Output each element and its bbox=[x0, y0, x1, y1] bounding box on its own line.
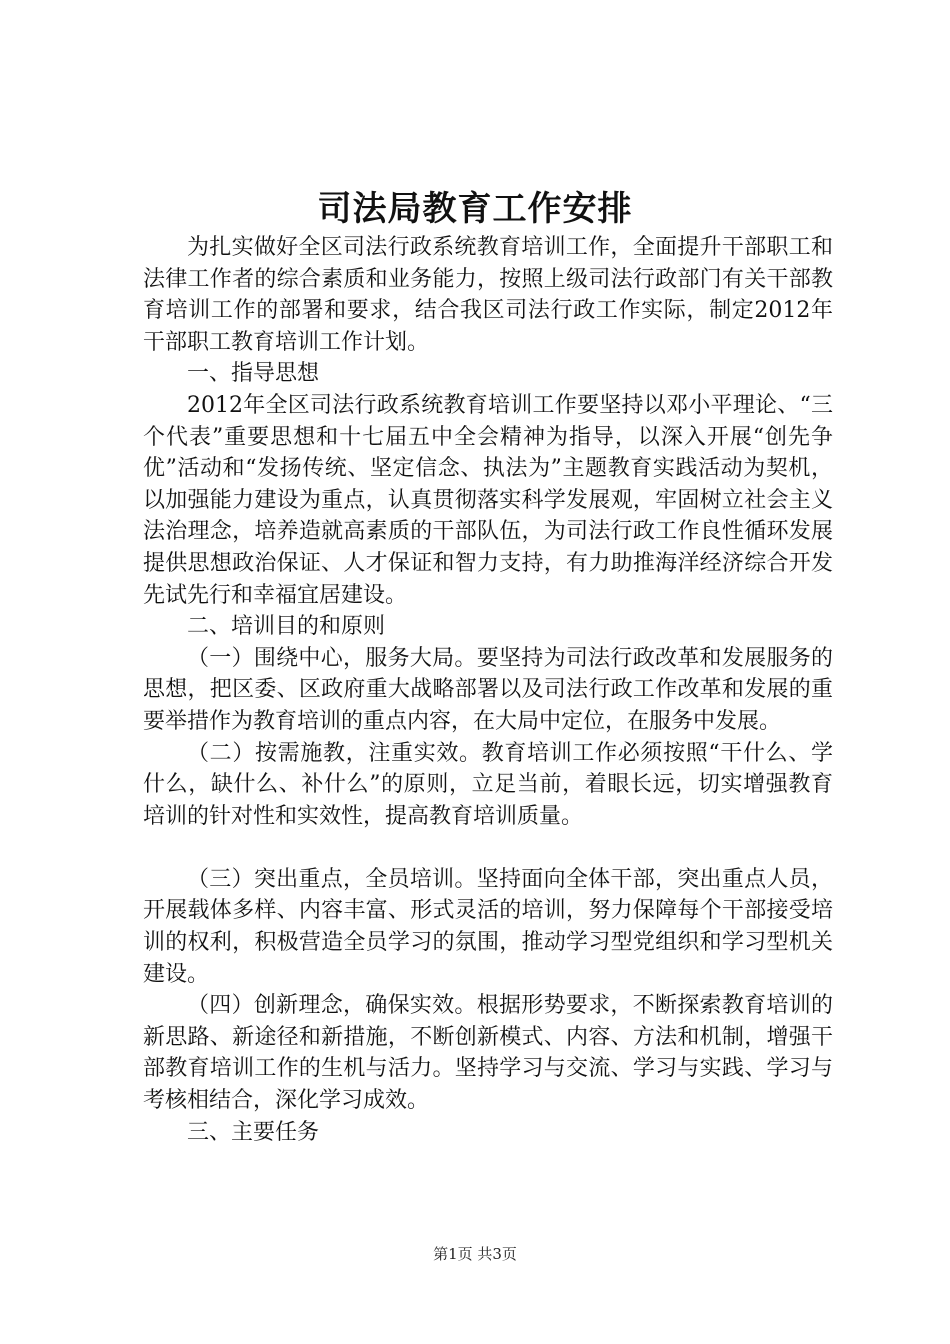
guiding-thought-paragraph: 2012年全区司法行政系统教育培训工作要坚持以邓小平理论、“三个代表”重要思想和十七届五中全会精神为指导，以深入开展“创先争优”活动和“发扬传统、坚定信念、执法为”主题教育实践活动为契机，以加强能力建设为重点，认真贯彻落实科学发展观，牢固树立社会主义法治理念，培养造就高素质的干部队伍，为司法行政工作良性循环发展提供思想政治保证、人才保证和智力支持，有力助推海洋经济综合开发先试先行和幸福宜居建设。 bbox=[143, 392, 833, 608]
section-heading-purpose-principles: 二、培训目的和原则 bbox=[187, 614, 386, 640]
document-title: 司法局教育工作安排 bbox=[317, 189, 633, 229]
intro-paragraph: 为扎实做好全区司法行政系统教育培训工作，全面提升干部职工和法律工作者的综合素质和业务能力，按照上级司法行政部门有关干部教育培训工作的部署和要求，结合我区司法行政工作实际，制定2012年干部职工教育培训工作计划。 bbox=[143, 235, 833, 355]
principle-paragraph-2: （二）按需施教，注重实效。教育培训工作必须按照“干什么、学什么，缺什么、补什么”的原则，立足当前，着眼长远，切实增强教育培训的针对性和实效性，提高教育培训质量。 bbox=[143, 740, 833, 829]
paragraph-spacer bbox=[143, 832, 833, 864]
document-body bbox=[143, 232, 833, 1148]
section-heading-main-tasks: 三、主要任务 bbox=[187, 1119, 320, 1145]
principle-paragraph-3: （三）突出重点，全员培训。坚持面向全体干部，突出重点人员，开展载体多样、内容丰富、形式灵活的培训，努力保障每个干部接受培训的权利，积极营造全员学习的氛围，推动学习型党组织和学习型机关建设。 bbox=[143, 866, 833, 987]
section-heading-guiding-thought: 一、指导思想 bbox=[187, 361, 320, 387]
page-footer: 第1页 共3页 bbox=[433, 1245, 517, 1263]
principle-paragraph-4: （四）创新理念，确保实效。根据形势要求，不断探索教育培训的新思路、新途径和新措施，不断创新模式、内容、方法和机制，增强干部教育培训工作的生机与活力。坚持学习与交流、学习与实践、学习与考核相结合，深化学习成效。 bbox=[143, 993, 833, 1114]
principle-paragraph-1: （一）围绕中心，服务大局。要坚持为司法行政改革和发展服务的思想，把区委、区政府重大战略部署以及司法行政工作改革和发展的重要举措作为教育培训的重点内容，在大局中定位，在服务中发展。 bbox=[143, 645, 833, 734]
